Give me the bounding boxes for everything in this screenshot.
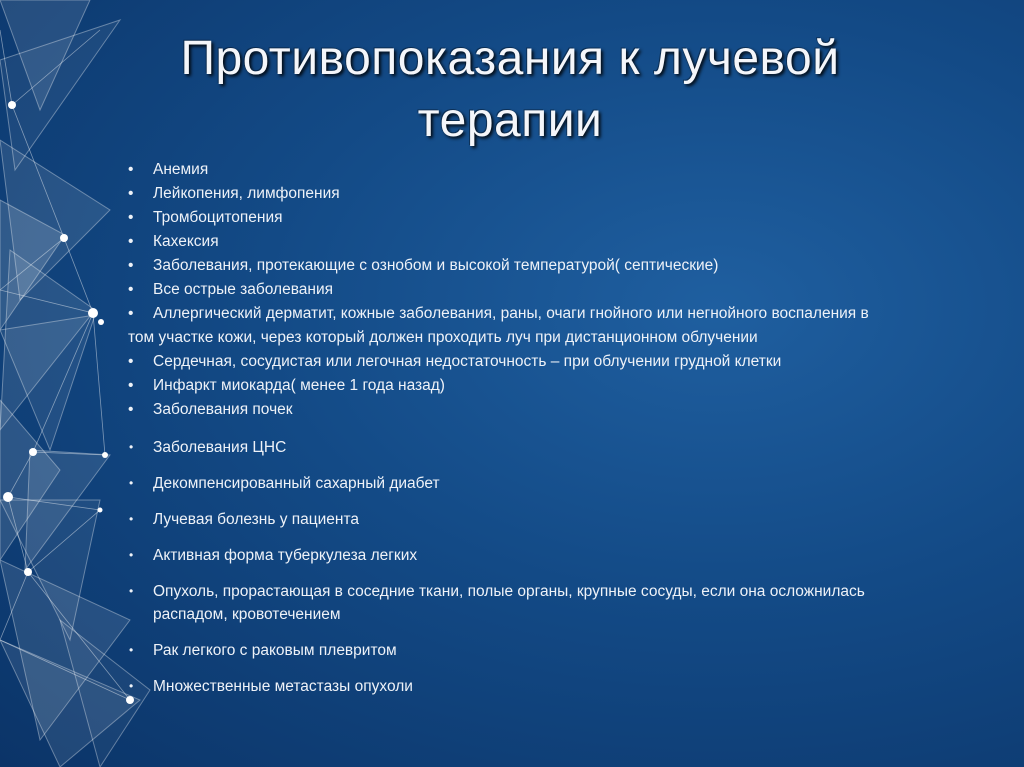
list-item-text: Сердечная, сосудистая или легочная недостаточность – при облучении грудной клетки: [153, 353, 782, 370]
bullet-icon: •: [129, 679, 134, 693]
list-item-text: Множественные метастазы опухоли: [153, 678, 413, 695]
decor-dot: [8, 101, 16, 109]
list-item: [128, 398, 1018, 422]
list-item-text: Рак легкого с раковым плевритом: [153, 642, 397, 659]
list-item-text: Опухоль, прорастающая в соседние ткани, полые органы, крупные сосуды, если она осложнилась: [153, 583, 865, 600]
title-line-2: терапии: [417, 94, 603, 147]
list-item: [128, 302, 1018, 350]
list-item-text: Активная форма туберкулеза легких: [153, 547, 418, 564]
bullet-icon: •: [128, 281, 134, 298]
list-item-text: Тромбоцитопения: [153, 209, 283, 226]
contraindications-list: [128, 158, 1018, 698]
list-item-text: Все острые заболевания: [153, 281, 334, 298]
list-item-text: Аллергический дерматит, кожные заболевания, раны, очаги гнойного или негнойного воспаления в: [153, 305, 869, 322]
bullet-icon: •: [128, 161, 134, 178]
bullet-icon: •: [128, 353, 134, 370]
list-item: [128, 508, 1018, 531]
list-item: [128, 230, 1018, 254]
list-item: [128, 182, 1018, 206]
bullet-icon: •: [128, 305, 134, 322]
list-item-text: Анемия: [153, 161, 209, 178]
list-item: [128, 278, 1018, 302]
list-item: [128, 206, 1018, 230]
bullet-icon: •: [128, 233, 134, 250]
slide-title: [90, 28, 930, 152]
bullet-icon: •: [128, 377, 134, 394]
bullet-icon: •: [129, 548, 134, 562]
list-item: [128, 374, 1018, 398]
list-item-text: Лейкопения, лимфопения: [153, 185, 340, 202]
list-item-text: Кахексия: [153, 233, 219, 250]
list-item: [128, 350, 1018, 374]
list-item: [128, 158, 1018, 182]
list-item: [128, 472, 1018, 495]
bullet-icon: •: [128, 185, 134, 202]
list-item-text: Заболевания ЦНС: [153, 439, 287, 456]
list-item: [128, 436, 1018, 459]
list-item-text: Заболевания, протекающие с ознобом и высокой температурой( септические): [153, 257, 719, 274]
bullet-icon: •: [128, 209, 134, 226]
bullet-icon: •: [128, 257, 134, 274]
list-item: [128, 639, 1018, 662]
list-item: [128, 580, 1018, 626]
bullet-icon: •: [129, 440, 134, 454]
bullet-icon: •: [129, 512, 134, 526]
list-item: [128, 254, 1018, 278]
list-item: [128, 675, 1018, 698]
list-item-text: Инфаркт миокарда( менее 1 года назад): [153, 377, 445, 394]
bullet-icon: •: [129, 584, 134, 598]
bullet-icon: •: [129, 643, 134, 657]
bullet-icon: •: [128, 401, 134, 418]
list-item: [128, 544, 1018, 567]
title-line-1: Противопоказания к лучевой: [180, 32, 840, 85]
list-item-text: Заболевания почек: [153, 401, 293, 418]
bullet-icon: •: [129, 476, 134, 490]
list-item-text: Лучевая болезнь у пациента: [153, 511, 360, 528]
list-item-continuation: распадом, кровотечением: [153, 606, 341, 623]
list-item-text: Декомпенсированный сахарный диабет: [153, 475, 440, 492]
list-item-continuation: том участке кожи, через который должен проходить луч при дистанционном облучении: [128, 329, 758, 346]
